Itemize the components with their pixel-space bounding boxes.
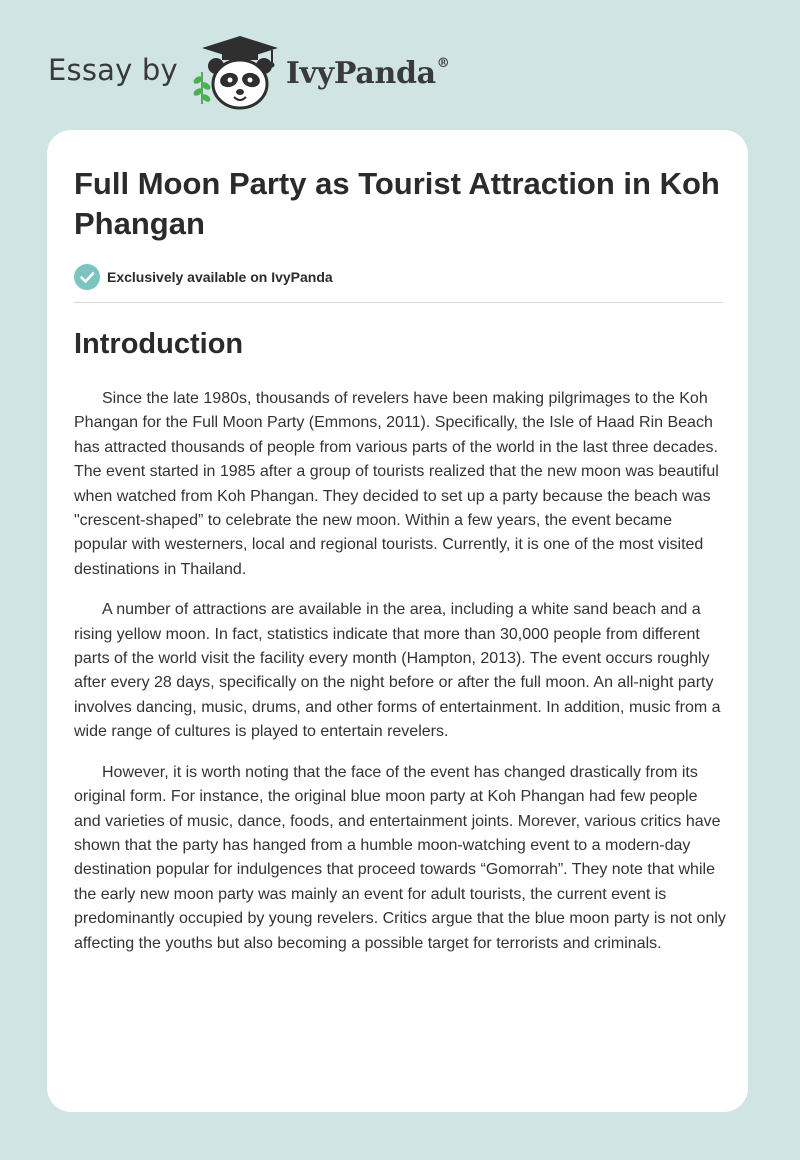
paragraph: A number of attractions are available in the area, including a white sand beach and a rising yellow moon. In fact, statistics indicate that more than 30,000 people from different parts of the world visit the facility every month (Hampton, 2013). The event occurs roughly after every 28 days, specifically on the night before or after the full moon. An all-night party involves dancing, music, drums, and other forms of entertainment. In addition, music from a wide range of cultures is played to entertain revelers. [74, 601, 721, 741]
page-title: Full Moon Party as Tourist Attraction in Koh Phangan [74, 166, 720, 241]
panda-graduate-icon[interactable] [192, 34, 282, 110]
site-header [48, 34, 450, 110]
essay-by-label: Essay by [48, 53, 178, 87]
check-circle-icon [74, 264, 100, 290]
brand-name[interactable]: IvyPanda® [285, 55, 450, 91]
essay-card [47, 130, 748, 1112]
paragraph: Since the late 1980s, thousands of revelers have been making pilgrimages to the Koh Phangan for the Full Moon Party (Emmons, 2011). Specifically, the Isle of Haad Rin Beach has attracted thousands of people from various parts of the world in the last three decades. The event started in 1985 after a group of tourists realized that the new moon was beautiful when watched from Koh Phangan. They decided to set up a party because the beach was "crescent-shaped” to celebrate the new moon. Within a few years, the event became popular with westerners, local and regional tourists. Currently, it is one of the most visited destinations in Thailand. [74, 390, 719, 578]
badge-label: Exclusively available on IvyPanda [107, 269, 333, 285]
article-body [74, 387, 728, 972]
paragraph: However, it is worth noting that the face of the event has changed drastically from its original form. For instance, the original blue moon party at Koh Phangan had few people and varieties of music, dance, foods, and entertainment joints. Morever, various critics have shown that the party has hanged from a humble moon-watching event to a modern-day destination popular for indulgences that proceed towards “Gomorrah”. They note that while the early new moon party was mainly an event for adult tourists, the current event is predominantly occupied by young revelers. Critics argue that the blue moon party is not only affecting the youths but also becoming a possible target for terrorists and criminals. [74, 763, 726, 952]
leaf-icon [192, 72, 212, 104]
exclusive-badge [74, 263, 333, 291]
section-heading: Introduction [74, 328, 244, 360]
divider [74, 302, 723, 303]
